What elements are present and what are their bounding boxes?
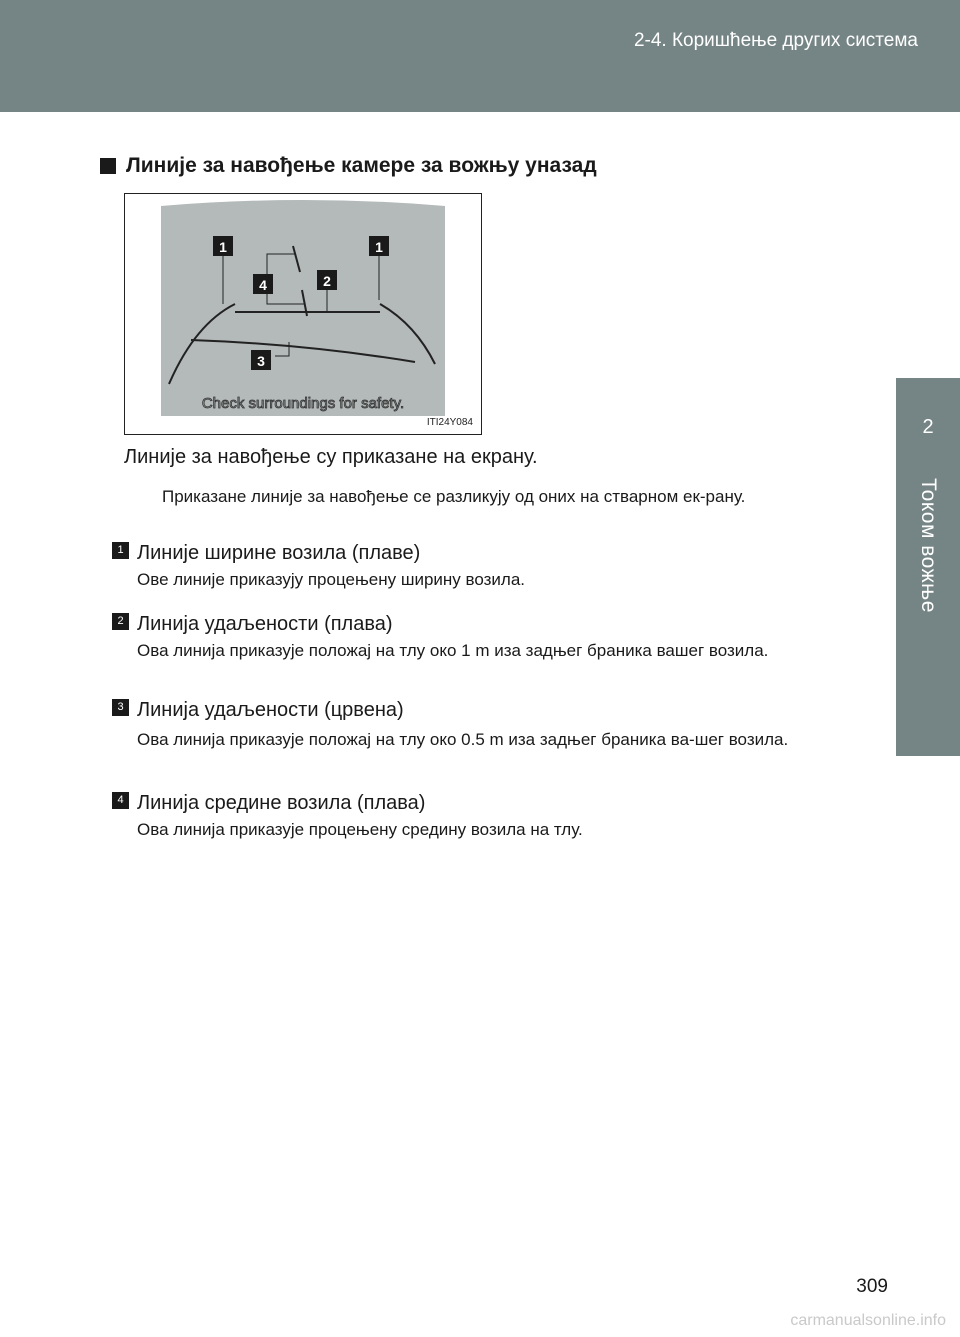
page-number: 309 [856,1276,888,1297]
header-band [0,0,960,112]
item-title: Линије ширине возила (плаве) [137,542,421,564]
callout-number: 2 [323,273,331,289]
list-item [112,790,857,844]
callout-number: 1 [219,239,227,255]
callout-1-right [369,236,389,256]
item-description: Ова линија приказује процењену средину возила на тлу. [137,820,583,839]
callout-2 [317,270,337,290]
section-title-text: Линије за навођење камере за вожњу уназад [126,154,597,177]
item-title: Линија удаљености (плава) [137,613,393,635]
item-number-badge: 1 [112,542,129,559]
camera-screen-illustration [125,194,481,434]
list-item [112,697,857,756]
figure-id: ITI24Y084 [426,417,473,428]
item-number-badge: 4 [112,792,129,809]
camera-figure [124,193,482,435]
callout-3 [251,350,271,370]
callout-number: 1 [375,239,383,255]
camera-screen [161,200,445,416]
callout-number: 4 [259,277,267,293]
intro-text: Линије за навођење су приказане на екрану. [124,446,538,468]
screen-message: Check surroundings for safety. [201,395,405,412]
list-item [112,540,857,594]
watermark: carmanualsonline.info [790,1312,946,1329]
item-title: Линија средине возила (плава) [137,792,426,814]
chapter-tab [896,378,960,756]
note-text: Приказане линије за навођење се разликују од оних на стварном ек-рану. [162,487,746,506]
item-description: Ова линија приказује положај на тлу око 0.5 m иза задњег браника ва-шег возила. [137,730,789,749]
chapter-tab-number: 2 [922,416,934,438]
callout-1-left [213,236,233,256]
square-bullet-icon [100,158,116,174]
chapter-header: 2-4. Коришћење других система [633,30,918,51]
item-description: Ове линије приказују процењену ширину возила. [137,570,526,589]
callout-4 [253,274,273,294]
item-number-badge: 2 [112,613,129,630]
section-title [100,154,597,178]
item-description: Ова линија приказује положај на тлу око 1 m иза задњег браника вашег возила. [137,641,769,660]
callout-number: 3 [257,353,265,369]
item-title: Линија удаљености (црвена) [137,699,404,721]
item-number-badge: 3 [112,699,129,716]
chapter-tab-label: Током вожње [917,478,940,613]
list-item [112,611,857,665]
